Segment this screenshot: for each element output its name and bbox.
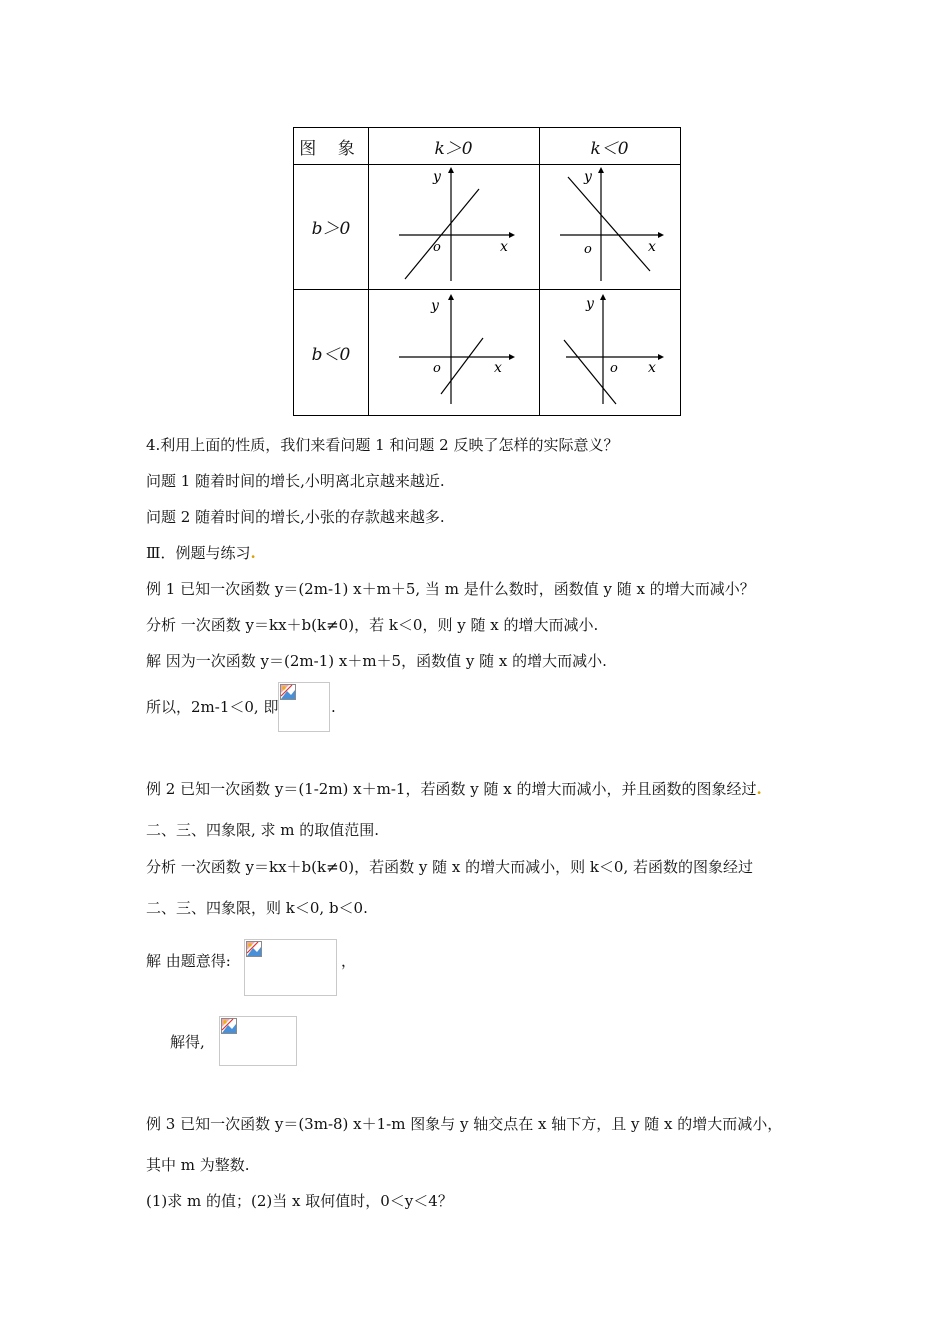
row-label-b-positive (294, 164, 368, 289)
problem-1-meaning: 问题 1 随着时间的增长,小明离北京越来越近. (146, 472, 445, 490)
example-2-continued: 二、三、四象限, 求 m 的取值范围. (146, 821, 380, 839)
origin-label: o (610, 361, 618, 376)
edit-mark-icon: . (756, 780, 762, 798)
graph-k-pos-b-pos (369, 165, 539, 289)
graph-k-neg-b-pos (540, 165, 680, 289)
x-axis-arrow (509, 354, 515, 360)
x-axis-arrow (509, 232, 515, 238)
table-header-k-positive (368, 128, 539, 164)
example-3-continued: 其中 m 为整数. (146, 1156, 250, 1174)
problem-2-meaning: 问题 2 随着时间的增长,小张的存款越来越多. (146, 508, 445, 526)
solution-comma: ， (341, 952, 357, 970)
table-header-corner (294, 128, 368, 164)
header-label: 图 象 (299, 138, 363, 159)
x-label: x (500, 239, 508, 255)
function-line (564, 340, 616, 404)
y-label: y (433, 169, 441, 185)
row-label-b-negative (294, 289, 368, 415)
header-label: k＞0 (434, 138, 473, 159)
header-label: k＜0 (590, 138, 629, 159)
y-axis-arrow (600, 294, 606, 300)
function-line (568, 177, 650, 271)
graph-k-neg-b-neg (540, 290, 680, 414)
section-heading (146, 543, 256, 563)
conclusion-text: 所以，2m-1＜0, 即 (146, 698, 279, 716)
graph-k-pos-b-neg (369, 290, 539, 414)
example-1-conclusion (146, 697, 278, 717)
y-axis-arrow (448, 294, 454, 300)
x-label: x (494, 360, 502, 376)
broken-image-icon (221, 1018, 237, 1034)
broken-image-icon (280, 684, 296, 700)
example-2-analysis-continued: 二、三、四象限，则 k＜0, b＜0. (146, 899, 368, 917)
example-2-solved: 解得, (170, 1033, 205, 1051)
example-3-questions: (1)求 m 的值；(2)当 x 取何值时，0＜y＜4？ (146, 1192, 453, 1210)
y-label: y (586, 296, 594, 312)
x-axis-arrow (658, 354, 664, 360)
y-axis-arrow (448, 167, 454, 173)
edit-mark-icon: . (250, 544, 256, 562)
x-axis-arrow (658, 232, 664, 238)
question-4: 4.利用上面的性质，我们来看问题 1 和问题 2 反映了怎样的实际意义？ (146, 436, 619, 454)
broken-image (278, 682, 330, 732)
graph-table (293, 127, 681, 416)
example-1-analysis: 分析 一次函数 y＝kx＋b(k≠0)，若 k＜0，则 y 随 x 的增大而减小. (146, 616, 599, 634)
row-condition: b＞0 (311, 219, 351, 239)
example-2 (146, 779, 762, 799)
function-line (405, 189, 479, 279)
broken-image-icon (246, 941, 262, 957)
table-header-k-negative (539, 128, 680, 164)
function-line (441, 338, 483, 394)
x-label: x (648, 239, 656, 255)
broken-image (244, 939, 337, 996)
origin-label: o (433, 240, 441, 255)
example-1: 例 1 已知一次函数 y＝(2m-1) x＋m＋5, 当 m 是什么数时，函数值 y 随 x 的增大而减小？ (146, 580, 755, 598)
example-2-analysis: 分析 一次函数 y＝kx＋b(k≠0)，若函数 y 随 x 的增大而减小，则 k＜0, 若函数的图象经过 (146, 858, 754, 876)
example-2-solution: 解 由题意得: (146, 952, 231, 970)
y-axis-arrow (598, 167, 604, 173)
broken-image (219, 1016, 297, 1066)
row-condition: b＜0 (311, 344, 351, 365)
y-label: y (584, 169, 592, 185)
origin-label: o (433, 361, 441, 376)
example-1-solution: 解 因为一次函数 y＝(2m-1) x＋m＋5，函数值 y 随 x 的增大而减小. (146, 652, 607, 670)
example-3: 例 3 已知一次函数 y＝(3m-8) x＋1-m 图象与 y 轴交点在 x 轴下方，且 y 随 x 的增大而减小， (146, 1115, 783, 1133)
y-label: y (431, 298, 439, 314)
section-title: Ⅲ．例题与练习 (146, 544, 251, 562)
example-2-text: 例 2 已知一次函数 y＝(1-2m) x＋m-1，若函数 y 随 x 的增大而减小，并且函数的图象经过 (146, 780, 757, 798)
x-label: x (648, 360, 656, 376)
origin-label: o (584, 242, 592, 257)
conclusion-end: . (331, 698, 336, 716)
